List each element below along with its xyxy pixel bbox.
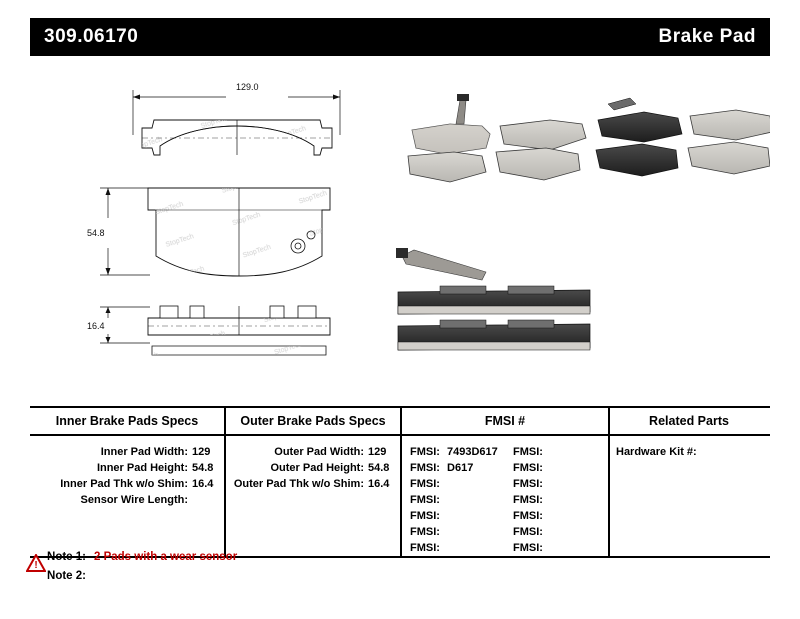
specifications-table: [30, 406, 770, 558]
value-outer-pad-width: 129: [368, 446, 387, 458]
spec-row-outer-thickness: [226, 476, 400, 492]
inner-specs-cell: [30, 436, 226, 556]
fmsi-label: FMSI:: [410, 526, 440, 538]
dimension-thickness: [100, 307, 150, 343]
dimension-thickness-label: 16.4: [87, 321, 105, 331]
table-body: [30, 436, 770, 556]
column-header-inner-specs: Inner Brake Pads Specs: [30, 408, 226, 434]
fmsi-row: [410, 476, 505, 492]
part-number: 309.06170: [44, 26, 139, 47]
spec-row-sensor-wire-length: [30, 492, 224, 508]
fmsi-label: FMSI:: [513, 462, 543, 474]
label-outer-pad-thickness: Outer Pad Thk w/o Shim:: [233, 478, 364, 490]
dimension-height: [100, 188, 150, 275]
label-outer-pad-width: Outer Pad Width:: [274, 446, 364, 458]
outer-pad-outline: [148, 188, 330, 276]
column-header-fmsi: FMSI #: [402, 408, 610, 434]
note-2-label: Note 2:: [47, 570, 86, 582]
fmsi-cell: [402, 436, 610, 556]
label-inner-pad-width: Inner Pad Width:: [100, 446, 188, 458]
fmsi-row: [513, 508, 608, 524]
fmsi-label: FMSI:: [513, 510, 543, 522]
document-type-label: Brake Pad: [658, 26, 756, 47]
value-inner-pad-width: 129: [192, 446, 211, 458]
spec-row-inner-height: [30, 460, 224, 476]
fmsi-label: FMSI:: [513, 542, 543, 554]
fmsi-row: [410, 492, 505, 508]
fmsi-row: [513, 444, 608, 460]
spec-row-inner-width: [30, 444, 224, 460]
fmsi-row: [513, 460, 608, 476]
dimension-height-label: 54.8: [87, 228, 105, 238]
pad-photo-group-back: [596, 98, 770, 176]
fmsi-label: FMSI:: [410, 462, 440, 474]
note-1-label: Note 1:: [47, 551, 86, 563]
table-header-row: [30, 408, 770, 436]
notes-section: [30, 548, 530, 586]
outer-specs-cell: [226, 436, 402, 556]
fmsi-label: FMSI:: [513, 478, 543, 490]
fmsi-row: [513, 524, 608, 540]
pad-photo-group-front: [408, 94, 586, 182]
label-sensor-wire-length: Sensor Wire Length:: [80, 494, 188, 506]
drawing-svg: [30, 60, 770, 400]
value-inner-pad-thickness: 16.4: [192, 478, 214, 490]
label-hardware-kit: Hardware Kit #:: [616, 446, 697, 458]
fmsi-value: D617: [447, 462, 474, 474]
pad-edge-view: [148, 306, 330, 355]
related-row-hardware-kit: [616, 444, 768, 460]
label-outer-pad-height: Outer Pad Height:: [270, 462, 364, 474]
related-parts-cell: [610, 436, 768, 556]
dimension-width-label: 129.0: [236, 82, 259, 92]
fmsi-column-left: [402, 444, 505, 556]
fmsi-row: [513, 476, 608, 492]
fmsi-row: [410, 460, 505, 476]
note-1-row: [30, 548, 530, 567]
fmsi-row: [513, 492, 608, 508]
label-inner-pad-height: Inner Pad Height:: [96, 462, 188, 474]
fmsi-label: FMSI:: [410, 510, 440, 522]
fmsi-label: FMSI:: [410, 542, 440, 554]
fmsi-row: [410, 508, 505, 524]
fmsi-label: FMSI:: [410, 478, 440, 490]
column-header-related-parts: Related Parts: [649, 414, 729, 428]
fmsi-column-right: [505, 444, 608, 556]
spec-row-outer-width: [226, 444, 400, 460]
value-outer-pad-height: 54.8: [368, 462, 390, 474]
note-1-text: 2 Pads with a wear sensor: [94, 551, 238, 563]
fmsi-label: FMSI:: [513, 494, 543, 506]
fmsi-label: FMSI:: [410, 494, 440, 506]
value-sensor-wire-length: [192, 492, 218, 508]
fmsi-label: FMSI:: [513, 526, 543, 538]
column-header-outer-specs: Outer Brake Pads Specs: [226, 408, 402, 434]
fmsi-row: [410, 444, 505, 460]
fmsi-label: FMSI:: [513, 446, 543, 458]
technical-drawing-area: [30, 60, 770, 400]
note-2-row: [30, 567, 530, 586]
fmsi-row: [410, 524, 505, 540]
fmsi-label: FMSI:: [410, 446, 440, 458]
value-inner-pad-height: 54.8: [192, 462, 214, 474]
header-bar: [30, 18, 770, 56]
value-outer-pad-thickness: 16.4: [368, 478, 390, 490]
spec-row-inner-thickness: [30, 476, 224, 492]
fmsi-value: 7493D617: [447, 446, 498, 458]
spec-row-outer-height: [226, 460, 400, 476]
inner-pad-outline: [142, 120, 332, 155]
svg-text:!: !: [34, 560, 38, 571]
label-inner-pad-thickness: Inner Pad Thk w/o Shim:: [60, 478, 188, 490]
pad-photo-edge-stack: [396, 248, 590, 350]
